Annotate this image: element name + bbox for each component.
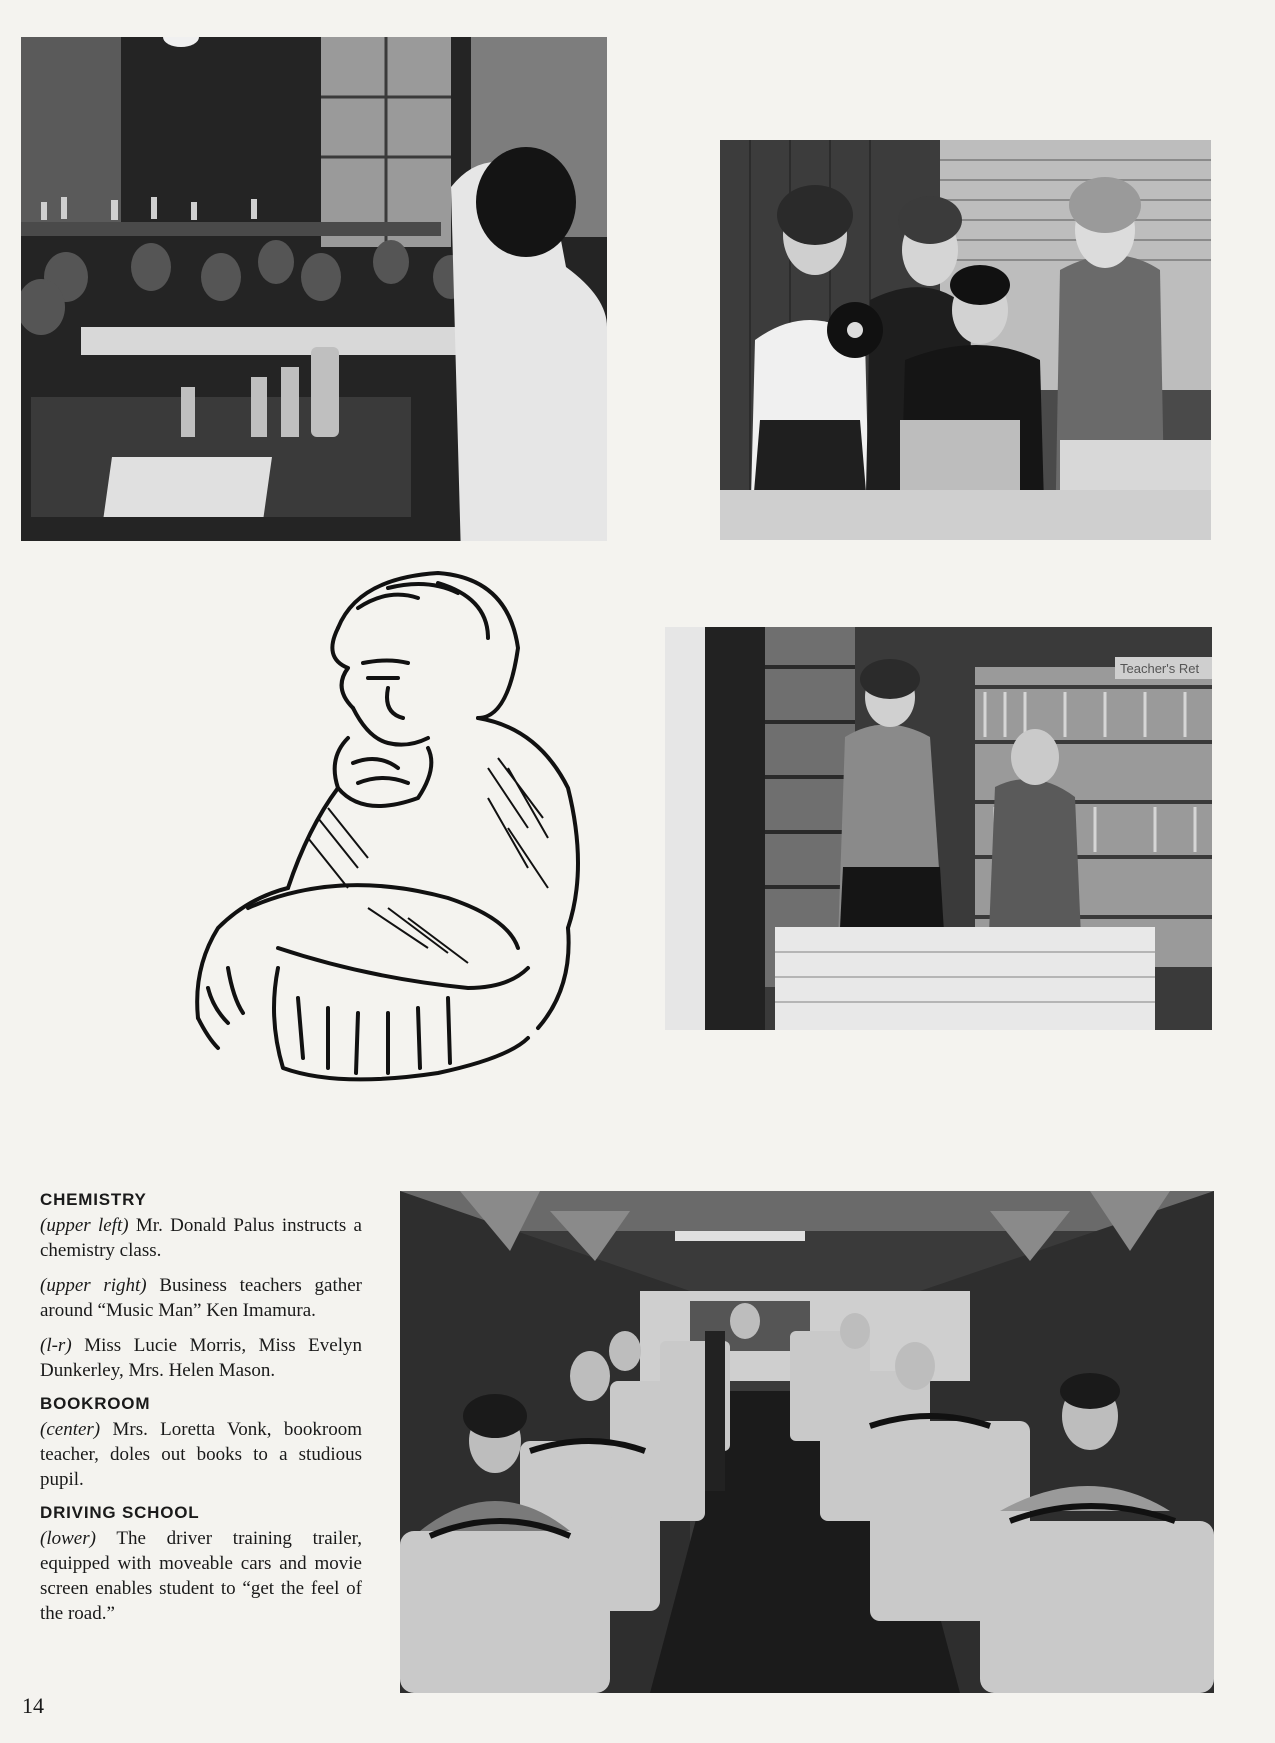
caption-position-label: (upper left): [40, 1215, 129, 1236]
bookroom-sign-text: Teacher's Ret: [1120, 661, 1200, 676]
caption-position-label: (upper right): [40, 1275, 147, 1296]
captions-block: [40, 1189, 362, 1636]
bookroom-photo: [665, 627, 1212, 1030]
business-names-caption: [40, 1333, 362, 1383]
caption-body: Business teachers gather around “Music Man” Ken Imamura.: [40, 1275, 362, 1321]
caption-position-label: (l-r): [40, 1335, 72, 1356]
business-teachers-photo: [720, 140, 1211, 540]
caption-body: The driver training trailer, equipped with moveable cars and movie screen enables student to “get the feel of the road.”: [40, 1528, 362, 1624]
caption-position-label: (center): [40, 1419, 101, 1440]
driving-lower-caption: [40, 1526, 362, 1626]
caption-body: Mrs. Loretta Vonk, bookroom teacher, doles out books to a studious pupil.: [40, 1419, 362, 1490]
caption-body: Miss Lucie Morris, Miss Evelyn Dunkerley, Mrs. Helen Mason.: [40, 1335, 362, 1381]
page-number: 14: [22, 1693, 44, 1718]
chemistry-heading: CHEMISTRY: [40, 1190, 147, 1209]
caption-body: Mr. Donald Palus instructs a chemistry class.: [40, 1215, 362, 1261]
driver-training-trailer-photo: [400, 1191, 1214, 1693]
business-upper-right-caption: [40, 1273, 362, 1323]
bookroom-heading: BOOKROOM: [40, 1394, 151, 1413]
driving-school-heading: DRIVING SCHOOL: [40, 1503, 200, 1522]
caption-position-label: (lower): [40, 1528, 96, 1549]
chemistry-upper-left-caption: [40, 1213, 362, 1263]
chemistry-class-photo: [21, 37, 607, 541]
bookroom-center-caption: [40, 1417, 362, 1492]
student-sketch-illustration: [188, 568, 618, 1113]
